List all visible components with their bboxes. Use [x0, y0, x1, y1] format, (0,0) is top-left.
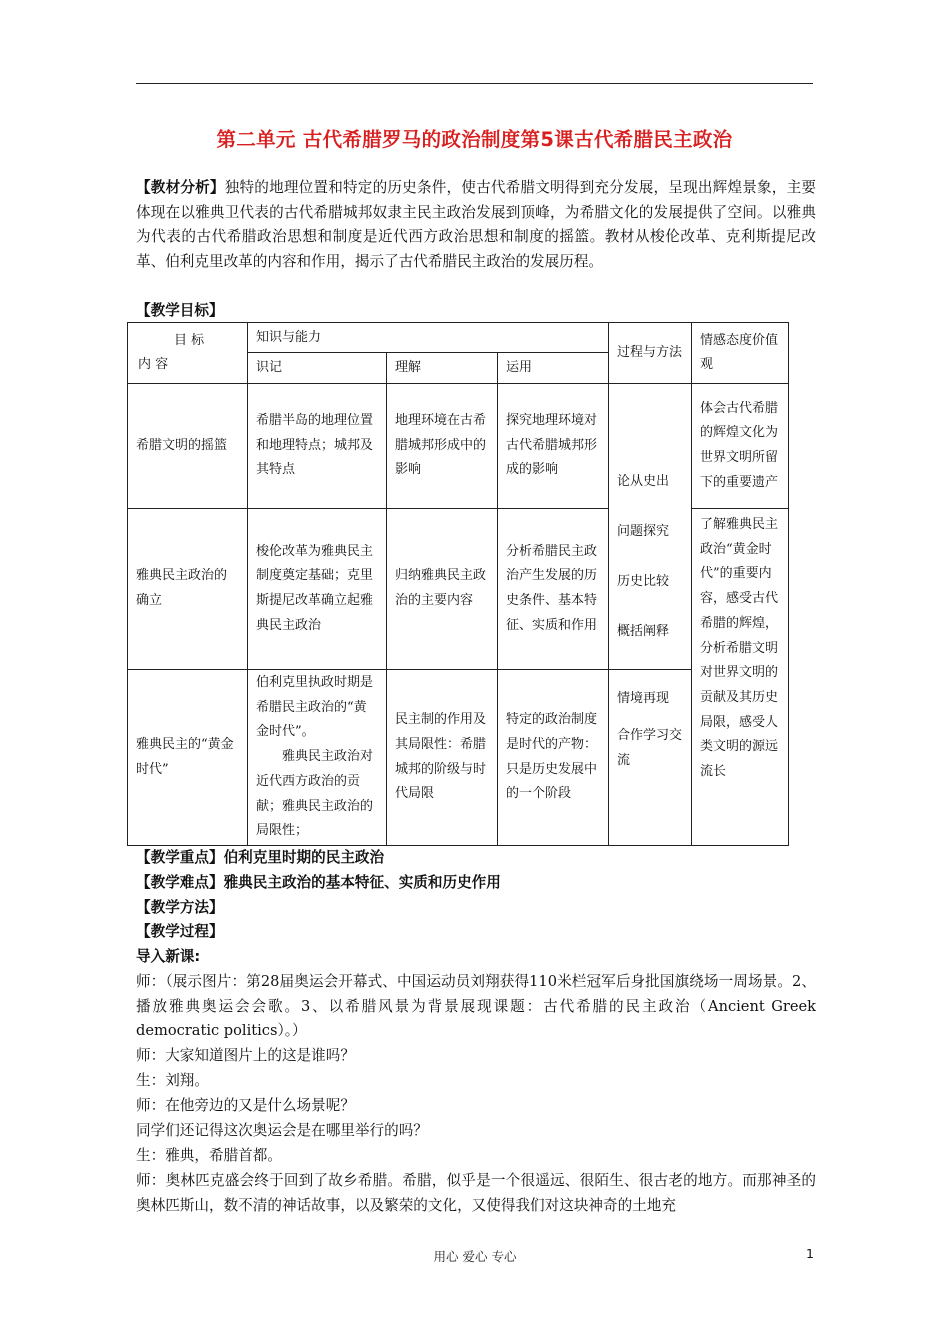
dialogue-line: 生：雅典，希腊首都。: [136, 1147, 282, 1164]
dialogue-line: 师：在他旁边的又是什么场景呢？: [136, 1097, 355, 1114]
emotion-header: 情感态度价值观: [692, 323, 789, 384]
corner-header-cell: [128, 323, 248, 384]
key-point-text: 伯利克里时期的民主政治: [223, 849, 385, 866]
dialogue-line: 生：刘翔。: [136, 1072, 209, 1089]
difficulty-text: 雅典民主政治的基本特征、实质和历史作用: [223, 874, 501, 891]
row3-recall-2: 雅典民主政治对近代西方政治的贡献；雅典民主政治的局限性；: [256, 749, 374, 839]
page-footer: 用心 爱心 专心: [433, 1249, 517, 1264]
dialogue-line: 师：（展示图片：第28届奥运会开幕式、中国运动员刘翔获得110米栏冠军后身批国旗绕场一周场景。2、播放雅典奥运会会歌。3、以希腊风景为背景展现课题：古代希腊的民主政治（Ancient Greek democratic politics）。）: [136, 973, 816, 1039]
row3-content: 雅典民主的“黄金时代”: [128, 670, 248, 846]
goals-heading: 【教学目标】: [136, 302, 224, 319]
key-point-label: 【教学重点】: [136, 849, 224, 866]
page-title: 第二单元 古代希腊罗马的政治制度第5课古代希腊民主政治: [216, 128, 733, 151]
intro-heading: 导入新课:: [136, 948, 201, 965]
recall-header: 识记: [248, 353, 387, 384]
method-item: 合作学习交流: [617, 728, 683, 768]
top-rule: [136, 83, 813, 84]
row2-apply: 分析希腊民主政治产生发展的历史条件、基本特征、实质和作用: [498, 509, 609, 670]
analysis-text: 独特的地理位置和特定的历史条件，使古代希腊文明得到充分发展，呈现出辉煌景象，主要体现在以雅典卫代表的古代希腊城邦奴隶主民主政治发展到顶峰，为希腊文化的发展提供了空间。以雅典为代表的古代希腊政治思想和制度是近代西方政治思想和制度的摇篮。教材从梭伦改革、克利斯提尼改革、伯利克里改革的内容和作用，揭示了古代希腊民主政治的发展历程。: [136, 179, 816, 270]
teaching-process-heading: 【教学过程】: [136, 923, 224, 940]
row2-3-emotion: 了解雅典民主政治“黄金时代”的重要内容，感受古代希腊的辉煌，分析希腊文明对世界文明的贡献及其历史局限，感受人类文明的源远流长: [692, 509, 789, 846]
corner-header-top: 目 标: [174, 333, 205, 348]
row2-understand: 归纳雅典民主政治的主要内容: [387, 509, 498, 670]
understand-header: 理解: [387, 353, 498, 384]
key-point: [136, 846, 384, 870]
teaching-method-heading: 【教学方法】: [136, 899, 224, 916]
row1-apply: 探究地理环境对古代希腊城邦形成的影响: [498, 384, 609, 509]
method-item: 历史比较: [617, 574, 670, 589]
row2-recall: 梭伦改革为雅典民主制度奠定基础；克里斯提尼改革确立起雅典民主政治: [248, 509, 387, 670]
process-header: 过程与方法: [609, 323, 692, 384]
row1-understand: 地理环境在古希腊城邦形成中的影响: [387, 384, 498, 509]
methods-cell-bottom: [609, 670, 692, 846]
method-item: 问题探究: [617, 524, 670, 539]
analysis-label: 【教材分析】: [136, 179, 225, 196]
row1-recall: 希腊半岛的地理位置和地理特点；城邦及其特点: [248, 384, 387, 509]
analysis-paragraph: [136, 176, 816, 274]
row3-recall-1: 伯利克里执政时期是希腊民主政治的“黄金时代”。: [256, 675, 374, 740]
method-item: 情境再现: [617, 691, 670, 706]
method-item: 论从史出: [617, 474, 670, 489]
method-item: 概括阐释: [617, 624, 670, 639]
difficulty-label: 【教学难点】: [136, 874, 224, 891]
goals-table: [127, 322, 789, 846]
knowledge-header: 知识与能力: [248, 323, 609, 353]
dialogue-line: 师：奥林匹克盛会终于回到了故乡希腊。希腊，似乎是一个很遥远、很陌生、很古老的地方。而那神圣的奥林匹斯山，数不清的神话故事，以及繁荣的文化，又使得我们对这块神奇的土地充: [136, 1172, 816, 1214]
methods-cell-top: [609, 384, 692, 670]
row1-emotion: 体会古代希腊的辉煌文化为世界文明所留下的重要遗产: [692, 384, 789, 509]
row3-understand: 民主制的作用及其局限性：希腊城邦的阶级与时代局限: [387, 670, 498, 846]
apply-header: 运用: [498, 353, 609, 384]
row3-apply: 特定的政治制度是时代的产物：只是历史发展中的一个阶段: [498, 670, 609, 846]
row2-content: 雅典民主政治的确立: [128, 509, 248, 670]
row1-content: 希腊文明的摇篮: [128, 384, 248, 509]
page-number: 1: [806, 1246, 814, 1261]
difficulty: [136, 871, 501, 895]
corner-header-bottom: 内 容: [138, 357, 169, 372]
dialogue-line: 同学们还记得这次奥运会是在哪里举行的吗？: [136, 1122, 428, 1139]
row3-recall: [248, 670, 387, 846]
dialogue-line: 师：大家知道图片上的这是谁吗？: [136, 1047, 355, 1064]
